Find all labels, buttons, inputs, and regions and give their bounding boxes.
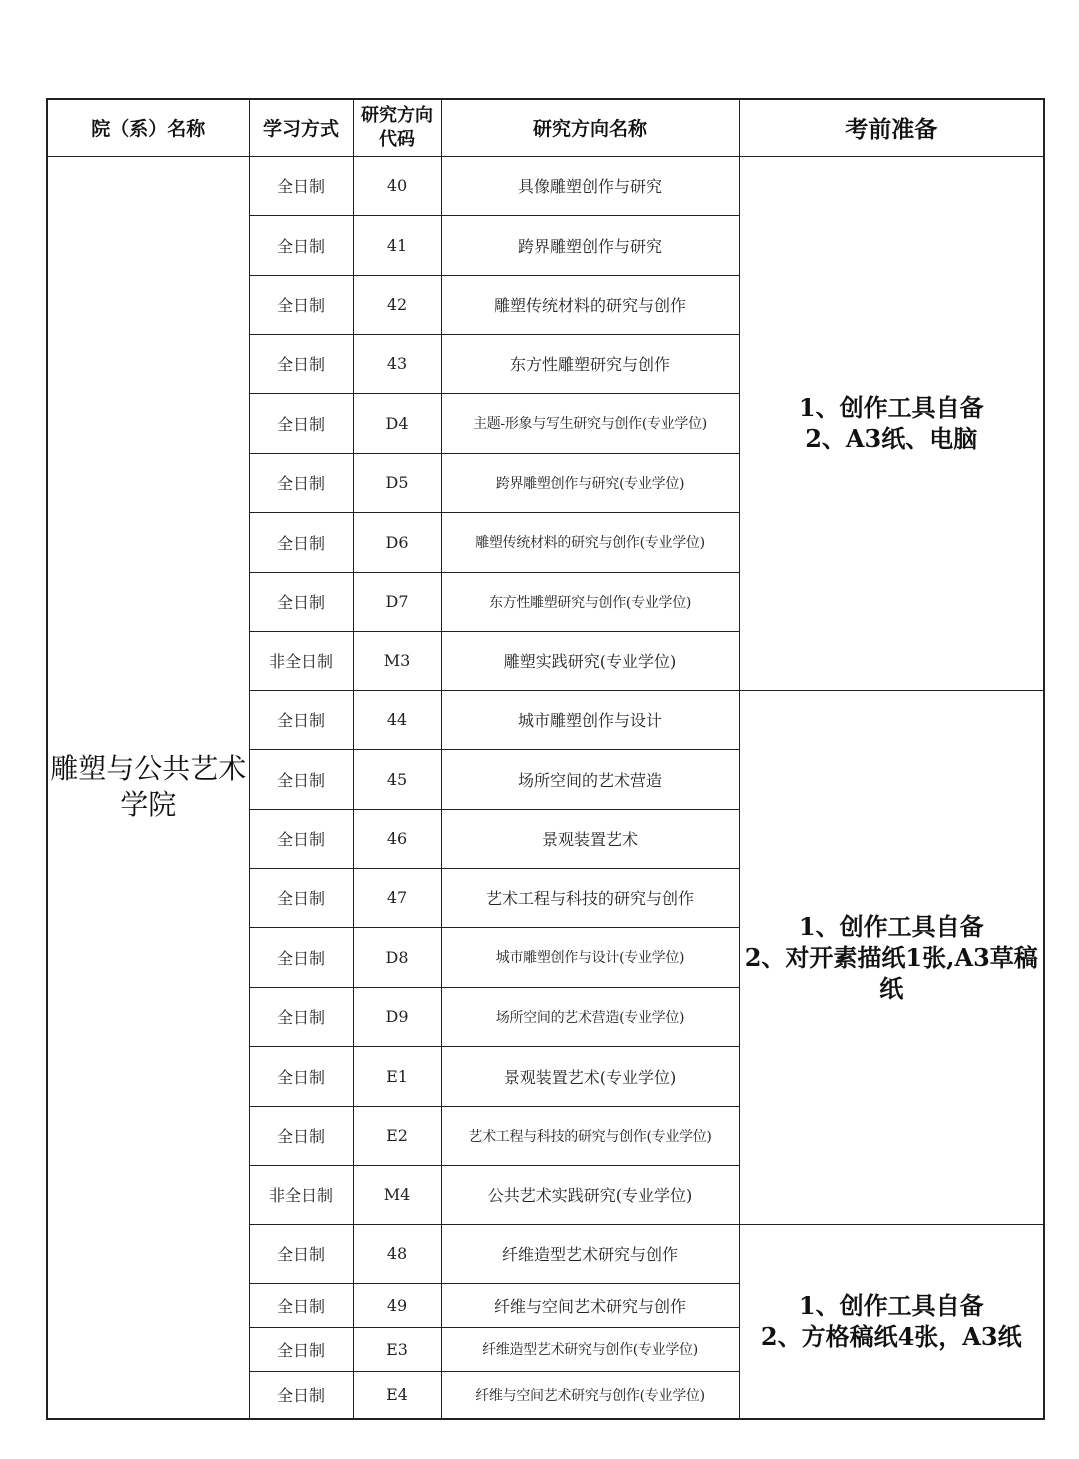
direction-code: 41 — [353, 215, 441, 275]
header-code: 研究方向代码 — [353, 99, 441, 156]
direction-name: 景观装置艺术(专业学位) — [441, 1046, 739, 1106]
study-mode: 全日制 — [249, 1327, 353, 1371]
direction-code: M4 — [353, 1165, 441, 1224]
direction-code: 46 — [353, 809, 441, 868]
direction-code: 43 — [353, 334, 441, 393]
table-body — [47, 156, 1044, 1419]
study-mode: 非全日制 — [249, 631, 353, 690]
study-mode: 全日制 — [249, 987, 353, 1046]
study-mode: 全日制 — [249, 334, 353, 393]
department-name: 雕塑与公共艺术学院 — [47, 156, 249, 1419]
direction-code: 48 — [353, 1224, 441, 1283]
direction-code: 49 — [353, 1283, 441, 1327]
direction-code: E1 — [353, 1046, 441, 1106]
direction-name: 跨界雕塑创作与研究 — [441, 215, 739, 275]
study-mode: 非全日制 — [249, 1165, 353, 1224]
direction-code: D5 — [353, 453, 441, 512]
programs-table — [46, 98, 1045, 1420]
direction-name: 主题-形象与写生研究与创作(专业学位) — [441, 393, 739, 453]
direction-code: D9 — [353, 987, 441, 1046]
header-row — [47, 99, 1044, 156]
direction-code: 42 — [353, 275, 441, 334]
direction-name: 纤维与空间艺术研究与创作 — [441, 1283, 739, 1327]
direction-name: 纤维与空间艺术研究与创作(专业学位) — [441, 1371, 739, 1419]
study-mode: 全日制 — [249, 215, 353, 275]
study-mode: 全日制 — [249, 275, 353, 334]
table-row — [47, 156, 1044, 215]
direction-name: 城市雕塑创作与设计 — [441, 690, 739, 749]
prep-line: 2、方格稿纸4张，A3纸 — [760, 1322, 1022, 1352]
direction-name: 景观装置艺术 — [441, 809, 739, 868]
direction-name: 场所空间的艺术营造 — [441, 749, 739, 809]
direction-code: E3 — [353, 1327, 441, 1371]
direction-code: 45 — [353, 749, 441, 809]
direction-name: 雕塑传统材料的研究与创作 — [441, 275, 739, 334]
exam-preparation — [739, 1224, 1044, 1419]
study-mode: 全日制 — [249, 1371, 353, 1419]
direction-code: E2 — [353, 1106, 441, 1165]
direction-name: 城市雕塑创作与设计(专业学位) — [441, 927, 739, 987]
direction-name: 纤维造型艺术研究与创作 — [441, 1224, 739, 1283]
direction-name: 东方性雕塑研究与创作 — [441, 334, 739, 393]
study-mode: 全日制 — [249, 512, 353, 572]
direction-code: D7 — [353, 572, 441, 631]
study-mode: 全日制 — [249, 690, 353, 749]
direction-code: D6 — [353, 512, 441, 572]
prep-line: 1、创作工具自备 — [798, 1291, 984, 1321]
header-dept: 院（系）名称 — [47, 99, 249, 156]
direction-code: 47 — [353, 868, 441, 927]
direction-name: 具像雕塑创作与研究 — [441, 156, 739, 215]
header-prep: 考前准备 — [739, 99, 1044, 156]
study-mode: 全日制 — [249, 868, 353, 927]
header-mode: 学习方式 — [249, 99, 353, 156]
study-mode: 全日制 — [249, 1046, 353, 1106]
direction-name: 东方性雕塑研究与创作(专业学位) — [441, 572, 739, 631]
study-mode: 全日制 — [249, 809, 353, 868]
header-name: 研究方向名称 — [441, 99, 739, 156]
prep-line: 2、对开素描纸1张,A3草稿纸 — [744, 942, 1038, 1003]
direction-name: 艺术工程与科技的研究与创作 — [441, 868, 739, 927]
study-mode: 全日制 — [249, 1283, 353, 1327]
study-mode: 全日制 — [249, 1224, 353, 1283]
study-mode: 全日制 — [249, 1106, 353, 1165]
exam-preparation — [739, 690, 1044, 1224]
direction-name: 雕塑传统材料的研究与创作(专业学位) — [441, 512, 739, 572]
exam-preparation — [739, 156, 1044, 690]
study-mode: 全日制 — [249, 156, 353, 215]
direction-code: D8 — [353, 927, 441, 987]
direction-code: D4 — [353, 393, 441, 453]
prep-line: 1、创作工具自备 — [798, 393, 984, 422]
direction-name: 公共艺术实践研究(专业学位) — [441, 1165, 739, 1224]
direction-name: 雕塑实践研究(专业学位) — [441, 631, 739, 690]
study-mode: 全日制 — [249, 927, 353, 987]
study-mode: 全日制 — [249, 749, 353, 809]
direction-code: E4 — [353, 1371, 441, 1419]
direction-code: 40 — [353, 156, 441, 215]
direction-name: 纤维造型艺术研究与创作(专业学位) — [441, 1327, 739, 1371]
prep-line: 1、创作工具自备 — [798, 911, 984, 941]
study-mode: 全日制 — [249, 393, 353, 453]
prep-line: 2、A3纸、电脑 — [805, 424, 978, 453]
direction-name: 跨界雕塑创作与研究(专业学位) — [441, 453, 739, 512]
direction-code: 44 — [353, 690, 441, 749]
direction-code: M3 — [353, 631, 441, 690]
study-mode: 全日制 — [249, 453, 353, 512]
direction-name: 场所空间的艺术营造(专业学位) — [441, 987, 739, 1046]
direction-name: 艺术工程与科技的研究与创作(专业学位) — [441, 1106, 739, 1165]
study-mode: 全日制 — [249, 572, 353, 631]
